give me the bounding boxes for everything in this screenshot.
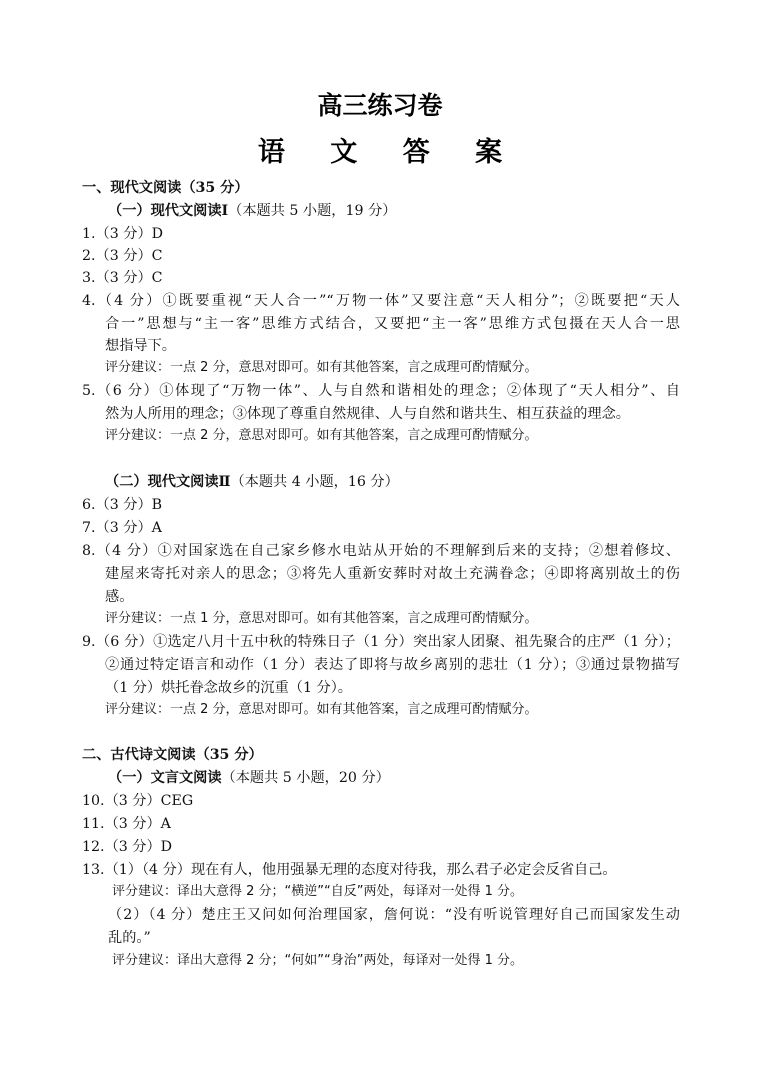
scoring-note: 评分建议：译出大意得 2 分；“何如”“身治”两处，每译对一处得 1 分。 [112, 953, 524, 968]
text-line: ②通过特定语言和动作（1 分）表达了即将与故乡离别的悲壮（1 分）；③通过景物描写 [105, 657, 680, 673]
text-line: 3.（3 分）C [82, 270, 163, 286]
text-line: 合一”思想与“主一客”思维方式结合，又要把“主一客”思维方式包摄在天人合一思 [105, 316, 680, 332]
page-title: 高三练习卷 [317, 91, 443, 120]
text-line: （1 分）烘托眷念故乡的沉重（1 分）。 [105, 680, 352, 696]
text-line: 2.（3 分）C [82, 248, 163, 264]
text-line: 8.（4 分）①对国家选在自己家乡修水电站从开始的不理解到后来的支持；②想着修坟、 [82, 543, 680, 559]
section-heading: （一）现代文阅读Ⅰ [108, 203, 229, 219]
text-line: （2）（4 分）楚庄王又问如何治理国家，詹何说：“没有听说管理好自己而国家发生动 [108, 907, 680, 923]
text-line: 11.（3 分）A [82, 816, 171, 832]
text-line: 然为人所用的理念；③体现了尊重自然规律、人与自然和谐共生、相互获益的理念。 [105, 406, 630, 422]
scoring-note: 评分建议：一点 2 分，意思对即可。如有其他答案，言之成理可酌情赋分。 [105, 360, 538, 375]
scoring-note: 评分建议：一点 2 分，意思对即可。如有其他答案，言之成理可酌情赋分。 [105, 428, 538, 443]
text-line: 感。 [105, 589, 134, 605]
page-subtitle: 语 文 答 案 [257, 137, 521, 168]
text-line: 二、古代诗文阅读（35 分） [82, 747, 263, 763]
text-line: 乱的。” [108, 930, 151, 946]
section-heading: （一）文言文阅读 [108, 770, 222, 786]
section-heading-detail: （本题共 5 小题，20 分） [221, 770, 390, 786]
scoring-note: 评分建议：一点 1 分，意思对即可。如有其他答案，言之成理可酌情赋分。 [105, 611, 538, 626]
section-heading-detail: （本题共 5 小题，19 分） [228, 203, 397, 219]
text-line: 想指导下。 [105, 338, 176, 354]
text-line [108, 201, 396, 221]
text-line: 10.（3 分）CEG [82, 793, 194, 809]
text-line: 13.（1）（4 分）现在有人，他用强暴无理的态度对待我，那么君子必定会反省自己。 [82, 862, 617, 878]
text-line: 9.（6 分）①选定八月十五中秋的特殊日子（1 分）突出家人团聚、祖先聚合的庄严（1 分）； [82, 634, 680, 650]
text-line: 一、现代文阅读（35 分） [82, 180, 249, 196]
scoring-note: 评分建议：一点 2 分，意思对即可。如有其他答案，言之成理可酌情赋分。 [105, 702, 538, 717]
section-heading-detail: （本题共 4 小题，16 分） [230, 474, 399, 490]
text-line: 7.（3 分）A [82, 520, 162, 536]
text-line [105, 472, 399, 492]
text-line [108, 768, 390, 788]
text-line: 4.（4 分）①既要重视“天人合一”“万物一体”又要注意“天人相分”；②既要把“天人 [82, 293, 680, 309]
text-line: 5.（6 分）①体现了“万物一体”、人与自然和谐相处的理念；②体现了“天人相分”、自 [82, 383, 680, 399]
scoring-note: 评分建议：译出大意得 2 分；“横逆”“自反”两处，每译对一处得 1 分。 [112, 884, 524, 899]
section-heading: （二）现代文阅读Ⅱ [105, 474, 231, 490]
text-line: 12.（3 分）D [82, 839, 173, 855]
text-line: 建屋来寄托对亲人的思念；③将先人重新安葬时对故土充满眷念；④即将离别故土的伤 [105, 566, 680, 582]
text-line: 1.（3 分）D [82, 226, 164, 242]
text-line: 6.（3 分）B [82, 497, 163, 513]
